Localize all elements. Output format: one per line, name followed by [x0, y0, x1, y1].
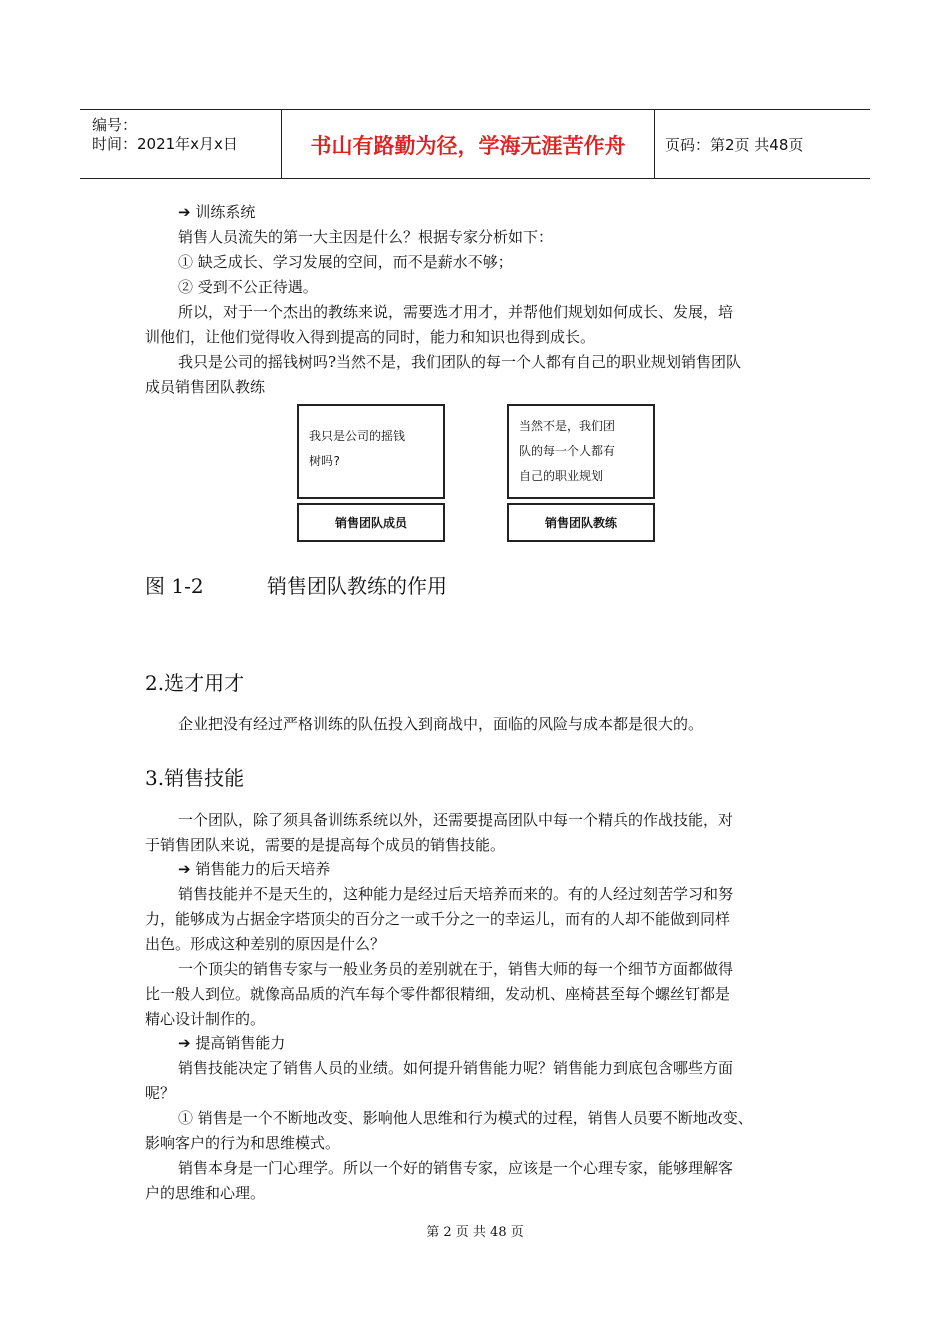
header-motto: 书山有路勤为径，学海无涯苦作舟	[310, 134, 626, 158]
paragraph-line: 销售技能并不是天生的，这种能力是经过后天培养而来的。有的人经过刻苦学习和努	[178, 885, 734, 903]
figure-box-text: 自己的职业规划	[519, 469, 604, 483]
page-footer: 第 2 页 共 48 页	[426, 1225, 524, 1240]
arrow-right-icon: ➔	[178, 1034, 191, 1052]
paragraph-line: ② 受到不公正待遇。	[178, 278, 318, 296]
bullet-heading	[178, 200, 255, 225]
paragraph-line: 呢？	[145, 1084, 176, 1102]
bullet-heading-text: 销售能力的后天培养	[195, 860, 331, 878]
time-label: 时间：2021年x月x日	[92, 135, 238, 153]
paragraph-line: ① 销售是一个不断地改变、影响他人思维和行为模式的过程，销售人员要不断地改变、	[178, 1109, 753, 1127]
header-table	[80, 109, 870, 179]
section-heading: 3.销售技能	[145, 766, 245, 790]
figure-caption-number: 图 1-2	[145, 574, 204, 598]
figure-box-text: 树吗?	[309, 454, 341, 468]
paragraph-line: 销售本身是一门心理学。所以一个好的销售专家，应该是一个心理专家，能够理解客	[178, 1159, 734, 1177]
figure-box-coach	[507, 404, 655, 499]
header-divider	[654, 110, 655, 178]
paragraph-line: 户的思维和心理。	[145, 1184, 266, 1202]
header-meta	[92, 116, 282, 154]
paragraph-line: 企业把没有经过严格训练的队伍投入到商战中，面临的风险与成本都是很大的。	[178, 715, 704, 733]
header-page-label: 页码：第2页 共48页	[665, 136, 804, 154]
bullet-heading	[178, 857, 330, 882]
bullet-heading	[178, 1031, 285, 1056]
paragraph-line: 影响客户的行为和思维模式。	[145, 1134, 341, 1152]
bullet-heading-text: 训练系统	[195, 203, 256, 221]
paragraph-line: 于销售团队来说，需要的是提高每个成员的销售技能。	[145, 836, 506, 854]
paragraph-line: 成员销售团队教练	[145, 378, 266, 396]
figure-box-text: 我只是公司的摇钱	[309, 429, 406, 443]
number-label: 编号：	[92, 116, 138, 134]
section-heading: 2.选才用才	[145, 671, 245, 695]
figure-label-coach: 销售团队教练	[507, 503, 655, 542]
bullet-heading-text: 提高销售能力	[195, 1034, 286, 1052]
paragraph-line: 精心设计制作的。	[145, 1010, 266, 1028]
figure-box-text: 队的每一个人都有	[519, 444, 616, 458]
paragraph-line: 销售人员流失的第一大主因是什么？根据专家分析如下：	[178, 228, 554, 246]
figure-box-member	[297, 404, 445, 499]
paragraph-line: 一个顶尖的销售专家与一般业务员的差别就在于，销售大师的每一个细节方面都做得	[178, 960, 734, 978]
paragraph-line: 力，能够成为占据金字塔顶尖的百分之一或千分之一的幸运儿，而有的人却不能做到同样	[145, 910, 731, 928]
figure-label-member: 销售团队成员	[297, 503, 445, 542]
arrow-right-icon: ➔	[178, 860, 191, 878]
paragraph-line: 一个团队，除了须具备训练系统以外，还需要提高团队中每一个精兵的作战技能，对	[178, 811, 734, 829]
paragraph-line: 销售技能决定了销售人员的业绩。如何提升销售能力呢？销售能力到底包含哪些方面	[178, 1059, 734, 1077]
paragraph-line: 比一般人到位。就像高品质的汽车每个零件都很精细，发动机、座椅甚至每个螺丝钉都是	[145, 985, 731, 1003]
paragraph-line: 我只是公司的摇钱树吗?当然不是，我们团队的每一个人都有自己的职业规划销售团队	[178, 353, 742, 371]
figure-box-text: 当然不是，我们团	[519, 419, 616, 433]
figure-caption-text: 销售团队教练的作用	[267, 574, 447, 598]
paragraph-line: ① 缺乏成长、学习发展的空间，而不是薪水不够；	[178, 253, 513, 271]
arrow-right-icon: ➔	[178, 203, 191, 221]
paragraph-line: 出色。形成这种差别的原因是什么？	[145, 935, 386, 953]
paragraph-line: 训他们，让他们觉得收入得到提高的同时，能力和知识也得到成长。	[145, 328, 596, 346]
paragraph-line: 所以，对于一个杰出的教练来说，需要选才用才，并帮他们规划如何成长、发展，培	[178, 303, 734, 321]
